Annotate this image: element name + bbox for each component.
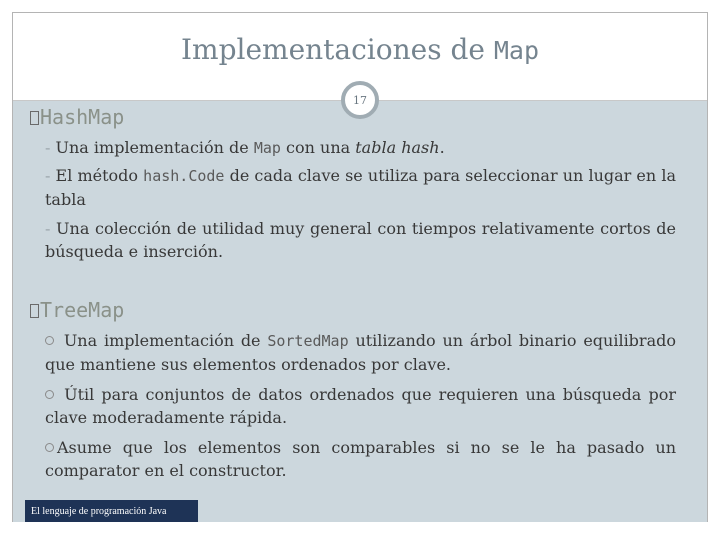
treemap-heading-first: T xyxy=(40,298,53,322)
footer-banner xyxy=(25,500,198,522)
hashmap-item-1 xyxy=(45,136,676,160)
dash-bullet: - xyxy=(45,219,51,238)
hashmap-heading-rest: ashMap xyxy=(52,105,125,129)
item-code: hash.Code xyxy=(143,167,225,185)
item-text: El método xyxy=(50,166,144,185)
treemap-item-1 xyxy=(45,329,676,376)
item-code: SortedMap xyxy=(267,332,349,350)
item-emphasis: tabla hash xyxy=(355,138,440,157)
item-text: con una xyxy=(280,138,356,157)
treemap-heading-rest: reeMap xyxy=(52,298,125,322)
hashmap-item-3 xyxy=(45,217,676,263)
circle-bullet-icon xyxy=(45,443,54,452)
slide-title-code: Map xyxy=(493,36,540,65)
slide-number: 17 xyxy=(353,93,367,107)
slide-title-text: Implementaciones de xyxy=(180,33,494,66)
hashmap-heading xyxy=(30,105,124,129)
circle-bullet-icon xyxy=(45,336,54,345)
item-text: Una implementación de xyxy=(57,331,268,350)
item-text: Una colección de utilidad muy general con tiempos relativamente cortos de búsqueda e inserción. xyxy=(45,219,676,261)
treemap-item-3 xyxy=(45,436,676,482)
circle-bullet-icon xyxy=(45,390,54,399)
slide-title xyxy=(0,33,720,66)
dash-bullet: - xyxy=(45,138,51,157)
item-text: de cada clave se utiliza para seleccionar un lugar en la tabla xyxy=(45,166,676,209)
bullet-glyph-icon xyxy=(30,111,39,125)
hashmap-item-2 xyxy=(45,164,676,211)
treemap-heading xyxy=(30,298,124,322)
bullet-glyph-icon xyxy=(30,304,39,318)
item-text: Una implementación de xyxy=(50,138,254,157)
treemap-item-2 xyxy=(45,383,676,429)
dash-bullet: - xyxy=(45,166,51,185)
hashmap-heading-first: H xyxy=(40,105,53,129)
footer-text: El lenguaje de programación Java xyxy=(31,505,167,517)
slide-number-badge xyxy=(341,81,379,119)
item-text: Asume que los elementos son comparables si no se le ha pasado un comparator en el constructor. xyxy=(45,438,676,480)
item-text: . xyxy=(439,138,445,157)
item-text: utilizando un árbol binario equilibrado que mantiene sus elementos ordenados por clave. xyxy=(45,331,676,374)
item-code: Map xyxy=(253,139,281,157)
item-text: Útil para conjuntos de datos ordenados que requieren una búsqueda por clave moderadamente rápida. xyxy=(45,385,676,427)
